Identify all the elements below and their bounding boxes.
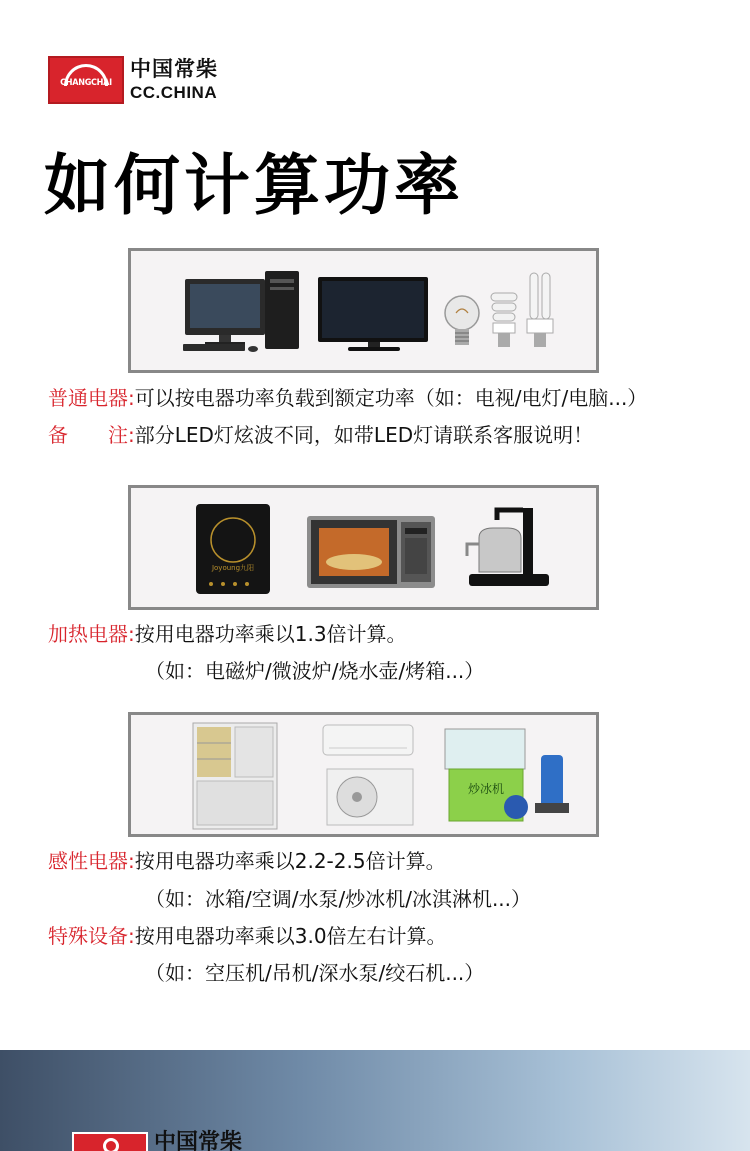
banner-logo [72,1132,242,1151]
refrigerator-icon [193,723,277,829]
tv-monitor-icon [318,277,428,351]
induction-brand-text: Joyoung九阳 [211,564,255,572]
incandescent-bulb-icon [445,296,479,345]
inductive-appliance-text: 按用电器功率乘以2.2-2.5倍计算。 [134,849,446,873]
microwave-oven-icon [307,516,435,588]
electric-kettle-icon [467,508,549,586]
panel-heating-appliances [128,485,599,610]
heating-appliance-text: 按用电器功率乘以1.3倍计算。 [134,622,407,646]
fried-ice-machine-text: 炒冰机 [467,782,505,796]
induction-cooker-icon [196,504,270,594]
heating-appliance-label: 加热电器: [48,622,135,646]
panel-inductive-appliances [128,712,599,837]
note-line [48,419,593,448]
air-conditioner-icon [323,725,413,825]
page-title: 如何计算功率 [44,147,464,224]
note-label: 备 注: [48,423,135,447]
special-equipment-line [48,920,447,949]
spiral-cfl-bulb-icon [491,293,517,347]
heating-appliance-examples: （如：电磁炉/微波炉/烧水壶/烤箱...） [145,659,485,683]
inductive-appliance-examples: （如：冰箱/空调/水泵/炒冰机/冰淇淋机...） [145,887,532,911]
heating-appliance-line [48,618,407,647]
inductive-appliance-label: 感性电器: [48,849,135,873]
special-equipment-label: 特殊设备: [48,924,135,948]
inductive-appliance-line [48,845,446,874]
common-appliance-line [48,382,647,411]
logo-english-name: CC.CHINA [130,83,218,102]
common-appliance-text: 可以按电器功率负载到额定功率（如：电视/电灯/电脑...） [134,386,648,410]
note-text: 部分LED灯炫波不同，如带LED灯请联系客服说明！ [134,423,594,447]
desktop-computer-icon [183,271,299,352]
special-equipment-text: 按用电器功率乘以3.0倍左右计算。 [134,924,447,948]
banner-logo-text: 中国常柴 [154,1130,243,1151]
u-cfl-bulb-icon [527,273,553,347]
bottom-banner [0,1050,750,1151]
banner-logo-mark [72,1132,148,1151]
changchai-logo-mark [48,56,124,104]
brand-logo [48,56,218,104]
logo-mark-text: CHANGCHAI [60,78,112,88]
logo-chinese-name: 中国常柴 [130,57,218,81]
special-equipment-examples: （如：空压机/吊机/深水泵/绞石机...） [145,961,485,985]
panel-common-appliances [128,248,599,373]
common-appliance-label: 普通电器: [48,386,135,410]
